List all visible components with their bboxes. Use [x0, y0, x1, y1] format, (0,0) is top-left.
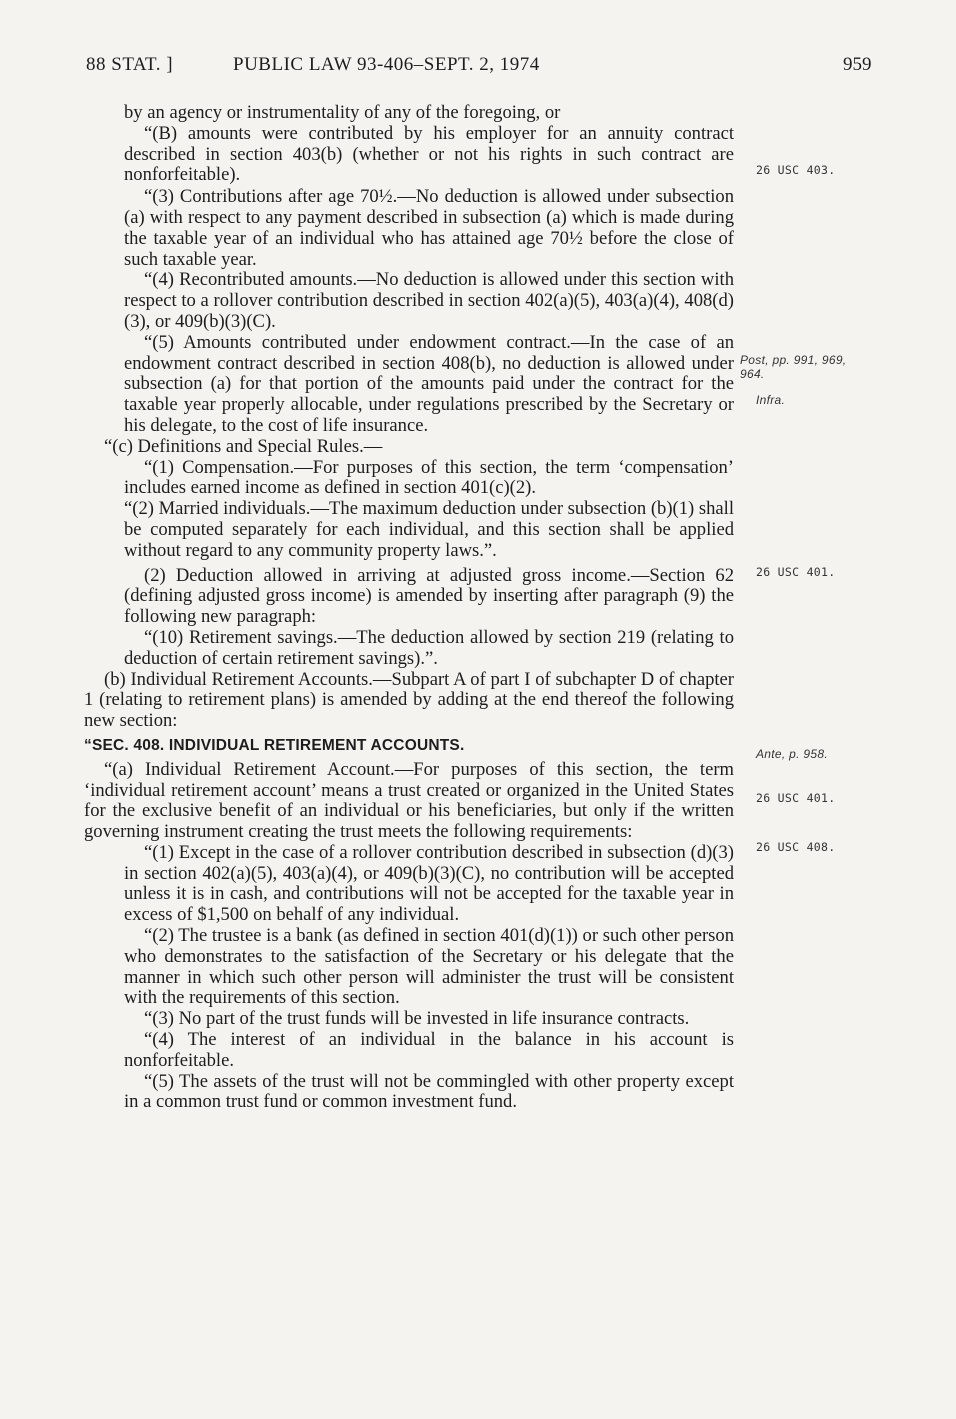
- margin-citation: Post, pp. 991, 969, 964.: [740, 353, 847, 381]
- paragraph: “(B) amounts were contributed by his employer for an annuity contract described in section 403(b) (whether or not his rights in such contract are nonforfeitable).: [124, 122, 734, 186]
- paragraph: “(1) Compensation.—For purposes of this section, the term ‘compensation’ includes earned income as defined in section 401(c)(2).: [124, 456, 734, 499]
- paragraph: “(4) The interest of an individual in the balance in his account is nonforfeitable.: [124, 1029, 734, 1071]
- margin-citation: 26 USC 403.: [756, 163, 836, 177]
- paragraph: “(c) Definitions and Special Rules.—: [104, 435, 383, 457]
- body-text: [84, 103, 734, 1113]
- paragraph: (2) Deduction allowed in arriving at adjusted gross income.—Section 62 (defining adjusted gross income) is amended by inserting after paragraph (9) the following new paragraph:: [124, 564, 734, 628]
- paragraph: by an agency or instrumentality of any of the foregoing, or: [124, 102, 561, 123]
- margin-citation: Ante, p. 958.: [756, 747, 828, 761]
- paragraph: “(1) Except in the case of a rollover contribution described in subsection (d)(3) in section 402(a)(5), 403(a)(4), or 409(b)(3)(C), no contribution will be accepted unless it is in cash, and contributions will not be accepted for the taxable year in excess of $1,500 on behalf of any individual.: [124, 841, 734, 926]
- section-heading: “SEC. 408. INDIVIDUAL RETIREMENT ACCOUNTS.: [84, 736, 465, 754]
- paragraph: “(a) Individual Retirement Account.—For purposes of this section, the term ‘individual retirement account’ means a trust created or organized in the United States for the exclusive benefit of an individual or his beneficiaries, but only if the written governing instrument creating the trust meets the following requirements:: [84, 758, 734, 843]
- margin-citation: 26 USC 401.: [756, 791, 836, 805]
- paragraph: “(2) The trustee is a bank (as defined in section 401(d)(1)) or such other person who demonstrates to the satisfaction of the Secretary or his delegate that the manner in which such other person will administer the trust will be consistent with the requirements of this section.: [124, 925, 734, 1009]
- paragraph: “(2) Married individuals.—The maximum deduction under subsection (b)(1) shall be computed separately for each individual, and this section shall be applied without regard to any community property laws.”.: [124, 498, 734, 561]
- page-header: [86, 54, 876, 84]
- paragraph: “(10) Retirement savings.—The deduction allowed by section 219 (relating to deduction of certain retirement savings).”.: [124, 626, 734, 669]
- margin-citation: Infra.: [756, 393, 786, 407]
- page-number: 959: [843, 54, 872, 75]
- paragraph: “(5) Amounts contributed under endowment contract.—In the case of an endowment contract described in section 408(b), no deduction is allowed under subsection (a) for that portion of the amounts paid under the contract for the taxable year properly allocable, under regulations prescribed by the Secretary or his delegate, to the cost of life insurance.: [124, 331, 734, 436]
- margin-citation: 26 USC 401.: [756, 565, 836, 579]
- paragraph: “(3) Contributions after age 70½.—No deduction is allowed under subsection (a) with respect to any payment described in subsection (a) which is made during the taxable year of an individual who has attained age 70½ before the close of such taxable year.: [124, 186, 734, 270]
- volume-citation: 88 STAT. ]: [86, 54, 174, 75]
- paragraph: (b) Individual Retirement Accounts.—Subpart A of part I of subchapter D of chapter 1 (relating to retirement plans) is amended by adding at the end thereof the following new section:: [84, 668, 734, 732]
- paragraph: “(3) No part of the trust funds will be invested in life insurance contracts.: [144, 1008, 690, 1030]
- running-title: PUBLIC LAW 93-406–SEPT. 2, 1974: [233, 54, 540, 75]
- paragraph: “(5) The assets of the trust will not be commingled with other property except in a common trust fund or common investment fund.: [124, 1070, 734, 1113]
- paragraph: “(4) Recontributed amounts.—No deduction is allowed under this section with respect to a rollover contribution described in section 402(a)(5), 403(a)(4), 408(d)(3), or 409(b)(3)(C).: [124, 269, 734, 332]
- margin-citation: 26 USC 408.: [756, 840, 836, 854]
